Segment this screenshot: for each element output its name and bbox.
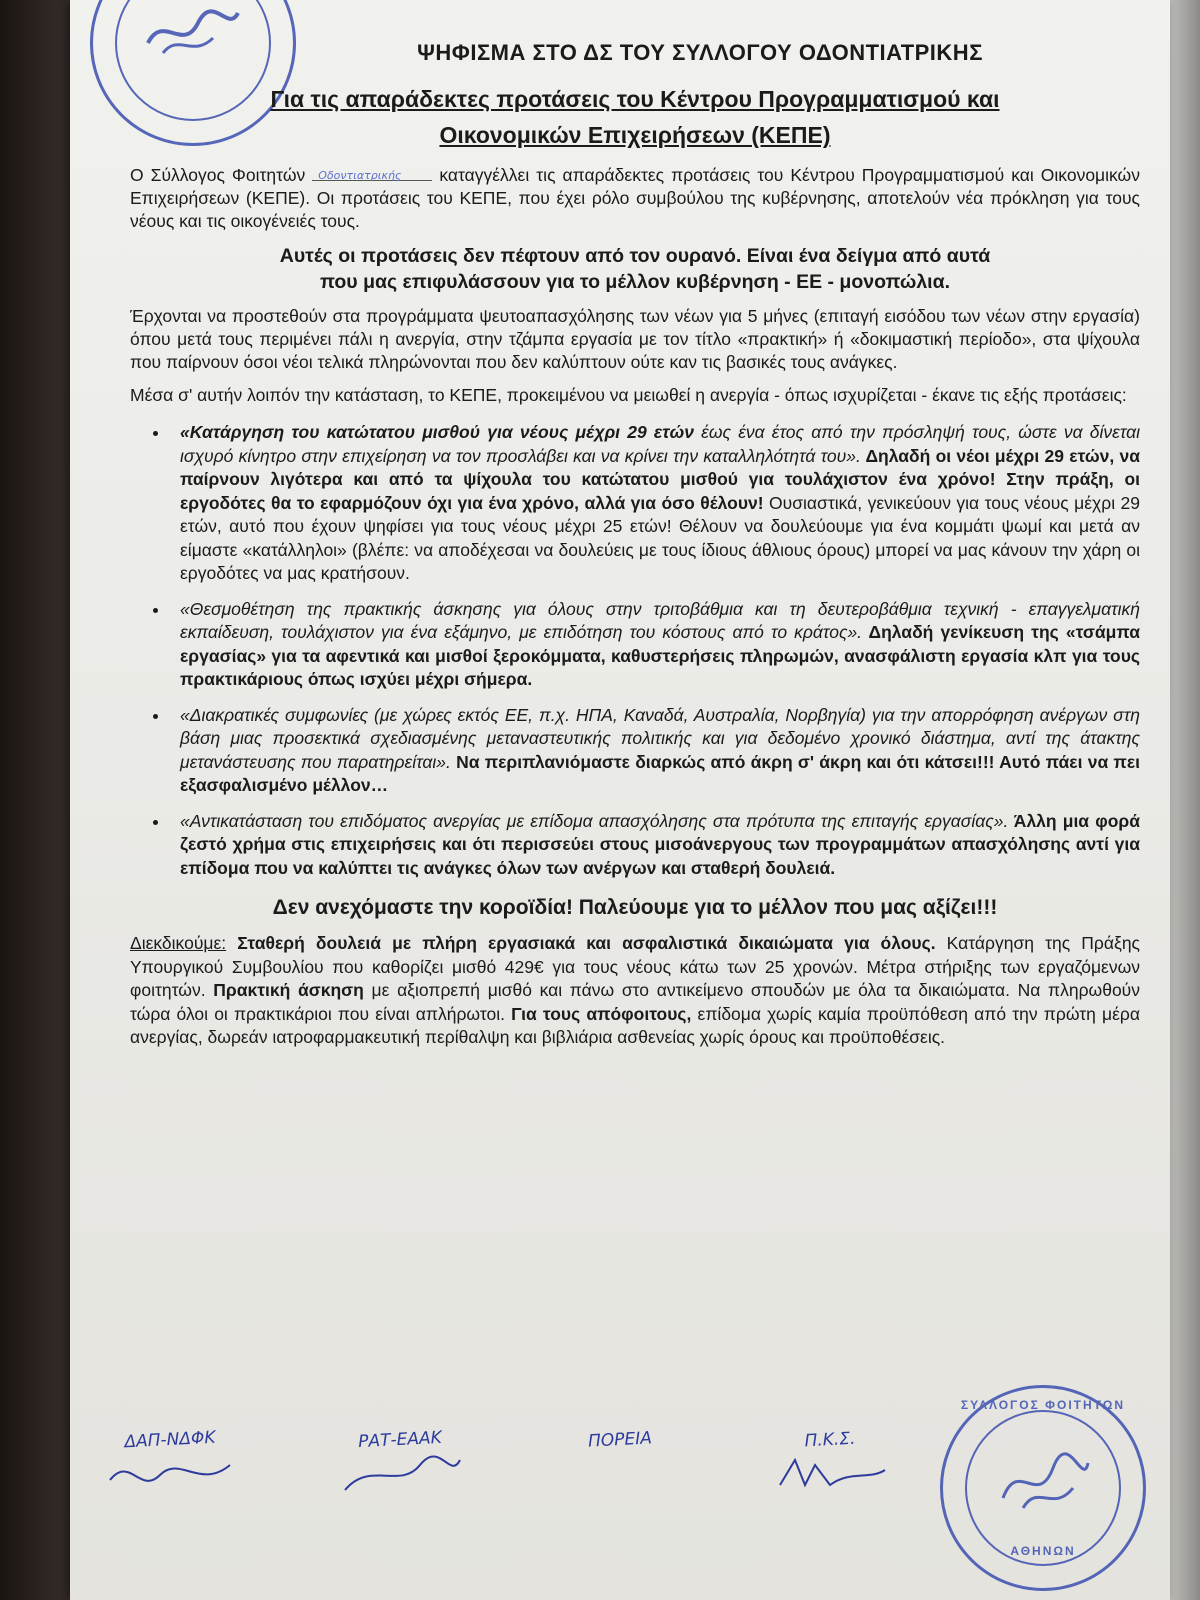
document-sheet [70, 0, 1170, 1600]
paragraph-3: Μέσα σ' αυτήν λοιπόν την κατάσταση, το ΚΕΠΕ, προκειμένου να μειωθεί η ανεργία - όπως ισχυρίζεται - έκανε τις εξής προτάσεις: [130, 385, 1127, 405]
demand-bold: Πρακτική άσκηση [205, 980, 364, 1000]
comment-text: Ουσιαστικά, γενικεύουν για τους νέους μέχρι 29 ετών, αυτό που έχουν ψηφίσει για τους νέους μέχρι 25 ετών! Θέλουν να δουλεύουμε για ένα κομμάτι ψωμί και μετά αν είμαστε «κατάλληλοι» (βλέπε: να αποδέχεσαι να δουλεύεις με τους ίδιους άθλιους όρους) μπορεί να μας κάνουν την χάρη οι εργοδότες να μας κρατήσουν. [180, 492, 1140, 583]
list-item [170, 421, 1140, 586]
signature-scribble-icon [330, 1450, 470, 1500]
quote-text: «Αντικατάσταση του επιδόματος ανεργίας με επίδομα απασχόλησης στα πρότυπα της επιταγής εργασίας». [180, 810, 1009, 831]
signature-scribble-icon [100, 1450, 240, 1500]
signature-label: ΔΑΠ-ΝΔΦΚ [124, 1427, 216, 1453]
blank-field [312, 169, 432, 182]
signatures-row [70, 1427, 970, 1550]
intro-part1: Ο Σύλλογος Φοιτητών [130, 165, 306, 185]
demand-text: Κατάργηση της Πράξης Υπουργικού Συμβουλίου που καθορίζει μισθό 429€ για τους νέους κάτω των 25 χρονών. Μέτρα στήριξης των εργαζόμενων φοιτητών. [130, 933, 1140, 1000]
proposals-list [130, 421, 1140, 880]
quote-text: «Διακρατικές συμφωνίες (με χώρες εκτός ΕΕ, π.χ. ΗΠΑ, Καναδά, Αυστραλία, Νορβηγία) για την απορρόφηση ανέργων στη βάση μιας προσεκτικά σχεδιασμένης μεταναστευτικής πολιτικής και για δεδομένο χρονικό διάστημα, αντί της άτακτης μετανάστευσης που παρατηρείται». [180, 704, 1140, 772]
lead-line1: Αυτές οι προτάσεις δεν πέφτουν από τον ουρανό. Είναι ένα δείγμα από αυτά [279, 245, 991, 267]
demands-label: Διεκδικούμε: [130, 933, 227, 953]
lead-line2: που μας επιφυλάσσουν για το μέλλον κυβέρνηση - ΕΕ - μονοπώλια. [320, 271, 950, 293]
signature-label: ΡΑΤ-ΕΑΑΚ [357, 1427, 443, 1453]
demands-paragraph [130, 932, 1140, 1050]
demand-bold: Σταθερή δουλειά με πλήρη εργασιακά και ασφαλιστικά δικαιώματα για όλους. [226, 933, 936, 953]
quote-bold: «Κατάργηση του κατώτατου μισθού για νέους μέχρι 29 ετών [180, 422, 694, 442]
quote-text: «Θεσμοθέτηση της πρακτικής άσκησης για όλους στην τριτοβάθμια και τη δευτεροβάθμια τεχνική - επαγγελματική εκπαίδευση, τουλάχιστον για ένα εξάμηνο, με επιδότηση του κόστους από το κράτος». [180, 598, 1140, 642]
demand-bold: Για τους απόφοιτους, [505, 1003, 692, 1024]
demand-text: επίδομα χωρίς καμία προϋπόθεση από την πρώτη μέρα ανεργίας, δωρεάν ιατροφαρμακευτική περίθαλψη και βιβλιάρια ασθενείας χωρίς όρους και προϋποθέσεις. [130, 1003, 1140, 1047]
union-stamp-bottom [940, 1385, 1146, 1591]
signature-block [90, 1427, 250, 1505]
demand-text: με αξιοπρεπή μισθό και πάνω στο αντικείμενο σπουδών με όλα τα δικαιώματα. Να πληρωθούν τώρα όλοι οι πρακτικάριοι που είναι απλήρωτοι. [130, 980, 1140, 1024]
intro-part2: καταγγέλλει τις απαράδεκτες προτάσεις του Κέντρου Προγραμματισμού και Οικονομικών Επιχειρήσεων (ΚΕΠΕ). Οι προτάσεις του ΚΕΠΕ, που έχει ρόλο συμβούλου της κυβέρνησης, αποτελούν νέα πρόκληση για τους νέους και τις οικογένειές τους. [130, 165, 1140, 231]
list-item [170, 704, 1140, 798]
comment-bold: Δηλαδή γενίκευση της «τσάμπα εργασίας» για τα αφεντικά και μισθοί ξεροκόμματα, καθυστερήσεις πληρωμών, ανασφάλιστη εργασία κλπ για τους πρακτικάριους όπως ισχύει μέχρι σήμερα. [180, 622, 1141, 689]
handwritten-insert: Οδοντιατρικής [318, 169, 402, 182]
list-item [170, 810, 1140, 881]
intro-paragraph [130, 164, 1140, 233]
document-subtitle-line1: Για τις απαράδεκτες προτάσεις του Κέντρου Προγραμματισμού και [270, 86, 1000, 112]
stamp-bottom-text-1: ΣΥΛΛΟΓΟΣ ΦΟΙΤΗΤΩΝ [960, 1398, 1126, 1412]
lead-statement [130, 243, 1140, 295]
paragraph-2: Έρχονται να προστεθούν στα προγράμματα ψευτοαπασχόλησης των νέων για 5 μήνες (επιταγή εισόδου των νέων στην εργασία) όπου μετά τους περιμένει πάλι η ανεργία, στην τζάμπα εργασία με τον τίτλο «πρακτική» ή «δοκιμαστική περίοδο», στα ψίχουλα που παίρνουν όσοι νέοι τελικά πληρώνονται που δεν καλύπτουν ούτε καν τις βασικές τους ανάγκες. [130, 306, 1140, 372]
stamp-emblem-icon [993, 1448, 1093, 1518]
document-body [130, 40, 1140, 1050]
quote-text: έως ένα έτος από την πρόσληψή τους, ώστε να δίνεται ισχυρό κίνητρο στην επιχείρηση να τον προσλάβει και να κρίνει την καταλληλότητά του». [180, 422, 1140, 466]
stamp-bottom-text-2: ΑΘΗΝΩΝ [1010, 1544, 1076, 1558]
signature-label: Π.Κ.Σ. [804, 1428, 856, 1452]
slogan: Δεν ανεχόμαστε την κοροϊδία! Παλεύουμε για το μέλλον που μας αξίζει!!! [272, 896, 998, 919]
signature-block [540, 1430, 700, 1450]
document-subtitle-line2: Οικονομικών Επιχειρήσεων (ΚΕΠΕ) [439, 122, 831, 148]
list-item [170, 598, 1140, 692]
signature-block [320, 1427, 480, 1505]
comment-bold: Δηλαδή οι νέοι μέχρι 29 ετών, να παίρνουν λιγότερα και από τα ψίχουλα του κατώτατου μισθού για τουλάχιστον ένα χρόνο! Στην πράξη, οι εργοδότες θα το εφαρμόζουν όχι για ένα χρόνο, αλλά για όσο θέλουν! [180, 445, 1141, 513]
signature-label: ΠΟΡΕΙΑ [587, 1428, 653, 1452]
comment-bold: Να περιπλανιόμαστε διαρκώς από άκρη σ' άκρη και ότι κάτσει!!! Αυτό πάει να πει εξασφαλισμένο μέλλον… [180, 751, 1140, 795]
signature-block [750, 1430, 910, 1505]
signature-scribble-icon [760, 1450, 900, 1500]
document-title: ΨΗΦΙΣΜΑ ΣΤΟ ΔΣ ΤΟΥ ΣΥΛΛΟΓΟΥ ΟΔΟΝΤΙΑΤΡΙΚΗΣ [417, 40, 983, 65]
comment-bold: Άλλη μια φορά ζεστό χρήμα στις επιχειρήσεις και ότι περισσεύει στους μισοάνεργους των προγραμμάτων απασχόλησης αντί για επίδομα που να καλύπτει τις ανάγκες όλων των ανέργων και σταθερή δουλειά. [180, 810, 1140, 878]
